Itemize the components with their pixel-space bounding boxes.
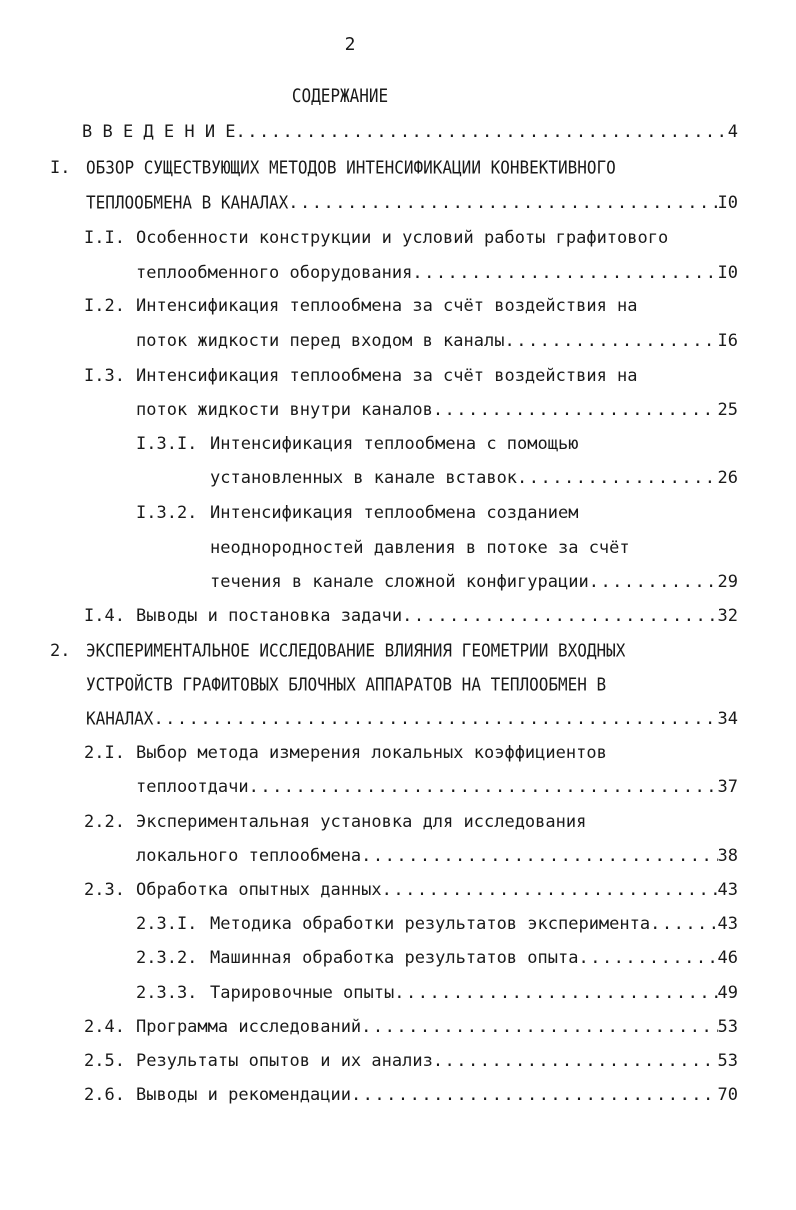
toc-entry-number: I.I. — [84, 228, 125, 248]
toc-entry-title: Интенсификация теплообмена за счёт воздействия на — [136, 296, 638, 316]
toc-entry-title: поток жидкости внутри каналов — [136, 400, 433, 420]
toc-entry-2-4 — [136, 1015, 738, 1039]
toc-entry-title: Тарировочные опыты — [210, 983, 395, 1003]
toc-entry-title: КАНАЛАХ — [86, 708, 154, 729]
toc-entry-title: Экспериментальная установка для исследования — [136, 812, 587, 832]
toc-entry-title: Обработка опытных данных — [136, 880, 382, 900]
toc-entry-2-1 — [136, 775, 738, 799]
toc-page-number: 29 — [717, 572, 738, 592]
toc-entry-intro — [82, 120, 738, 144]
toc-entry-title: течения в канале сложной конфигурации — [210, 572, 589, 592]
toc-entry-2-3-2 — [210, 946, 738, 970]
toc-page-number: 53 — [717, 1051, 738, 1071]
toc-page-number: 38 — [717, 846, 738, 866]
toc-entry-title: Результаты опытов и их анализ — [136, 1051, 433, 1071]
toc-leader-dots — [517, 466, 717, 490]
toc-entry-number: 2. — [50, 641, 71, 661]
toc-entry-1-1 — [136, 261, 738, 285]
toc-leader-dots — [394, 981, 717, 1005]
toc-page-number: 43 — [717, 914, 738, 934]
toc-entry-1-4 — [136, 604, 738, 628]
toc-page-number: 32 — [717, 606, 738, 626]
toc-entry-title: теплообменного оборудования — [136, 263, 413, 283]
toc-page-number: 49 — [717, 983, 738, 1003]
toc-entry-number: 2.2. — [84, 812, 125, 832]
toc-page-number: 37 — [717, 777, 738, 797]
toc-leader-dots — [650, 912, 717, 936]
toc-leader-dots — [382, 878, 718, 902]
toc-page-number: I0 — [717, 193, 738, 213]
toc-entry-number: 2.3.2. — [136, 948, 198, 968]
toc-entry-title: Выводы и постановка задачи — [136, 606, 403, 626]
toc-entry-1-2 — [136, 329, 738, 353]
toc-entry-title: теплоотдачи — [136, 777, 249, 797]
toc-leader-dots — [288, 191, 717, 215]
toc-leader-dots — [504, 329, 717, 353]
toc-entry-title: В В Е Д Е Н И Е — [82, 122, 236, 142]
toc-page-number: I6 — [717, 331, 738, 351]
toc-entry-1-3-1 — [210, 466, 738, 490]
toc-entry-number: 2.I. — [84, 743, 125, 763]
toc-entry-number: I.2. — [84, 296, 125, 316]
toc-leader-dots — [433, 398, 718, 422]
toc-page-number: I0 — [717, 263, 738, 283]
toc-entry-title: Машинная обработка результатов опыта — [210, 948, 579, 968]
page-title: СОДЕРЖАНИЕ — [291, 84, 389, 107]
toc-entry-2-3-1 — [210, 912, 738, 936]
toc-page-number: 70 — [717, 1085, 738, 1105]
toc-entry-number: I.4. — [84, 606, 125, 626]
toc-leader-dots — [412, 261, 717, 285]
toc-entry-2-3-3 — [210, 981, 738, 1005]
toc-entry-chapter-1 — [86, 191, 738, 215]
toc-entry-title: Выбор метода измерения локальных коэффициентов — [136, 743, 607, 763]
toc-leader-dots — [578, 946, 717, 970]
toc-entry-title: ОБЗОР СУЩЕСТВУЮЩИХ МЕТОДОВ ИНТЕНСИФИКАЦИИ КОНВЕКТИВНОГО — [86, 157, 616, 178]
toc-page-number: 43 — [717, 880, 738, 900]
toc-entry-number: I.3.I. — [136, 434, 198, 454]
toc-entry-title: Особенности конструкции и условий работы графитового — [136, 228, 669, 248]
toc-leader-dots — [361, 844, 717, 868]
toc-entry-number: I.3. — [84, 366, 125, 386]
toc-entry-2-2 — [136, 844, 738, 868]
toc-entry-title: установленных в канале вставок — [210, 468, 518, 488]
toc-page-number: 53 — [717, 1017, 738, 1037]
toc-leader-dots — [361, 1015, 717, 1039]
toc-entry-number: 2.3.3. — [136, 983, 198, 1003]
toc-entry-2-6 — [136, 1083, 738, 1107]
toc-leader-dots — [433, 1049, 718, 1073]
toc-page-number: 4 — [727, 122, 738, 142]
toc-entry-title: локального теплообмена — [136, 846, 362, 866]
toc-entry-title: УСТРОЙСТВ ГРАФИТОВЫХ БЛОЧНЫХ АППАРАТОВ НА ТЕПЛООБМЕН В — [86, 674, 607, 695]
toc-leader-dots — [402, 604, 717, 628]
toc-entry-title: ЭКСПЕРИМЕНТАЛЬНОЕ ИССЛЕДОВАНИЕ ВЛИЯНИЯ ГЕОМЕТРИИ ВХОДНЫХ — [86, 640, 626, 661]
toc-entry-number: 2.3. — [84, 880, 125, 900]
toc-entry-title: неоднородностей давления в потоке за счёт — [210, 538, 630, 558]
toc-entry-2-3 — [136, 878, 738, 902]
toc-entry-title: Программа исследований — [136, 1017, 362, 1037]
toc-entry-title: поток жидкости перед входом в каналы — [136, 331, 505, 351]
page-number: 2 — [344, 34, 356, 55]
toc-entry-number: I.3.2. — [136, 503, 198, 523]
toc-entry-title: ТЕПЛООБМЕНА В КАНАЛАХ — [86, 192, 289, 213]
toc-entry-number: 2.4. — [84, 1017, 125, 1037]
toc-leader-dots — [249, 775, 718, 799]
toc-entry-number: 2.3.I. — [136, 914, 198, 934]
toc-entry-1-3 — [136, 398, 738, 422]
toc-page-number: 25 — [717, 400, 738, 420]
toc-entry-title: Интенсификация теплообмена созданием — [210, 503, 579, 523]
toc-entry-title: Интенсификация теплообмена с помощью — [210, 434, 579, 454]
toc-entry-number: 2.6. — [84, 1085, 125, 1105]
toc-entry-number: I. — [50, 158, 71, 178]
toc-page-number: 46 — [717, 948, 738, 968]
toc-leader-dots — [236, 120, 728, 144]
toc-entry-2-5 — [136, 1049, 738, 1073]
toc-entry-1-3-2 — [210, 570, 738, 594]
toc-leader-dots — [153, 707, 717, 731]
toc-entry-chapter-2 — [86, 707, 738, 731]
toc-entry-title: Интенсификация теплообмена за счёт воздействия на — [136, 366, 638, 386]
toc-page-number: 26 — [717, 468, 738, 488]
toc-leader-dots — [589, 570, 718, 594]
toc-entry-number: 2.5. — [84, 1051, 125, 1071]
toc-entry-title: Выводы и рекомендации — [136, 1085, 351, 1105]
toc-entry-title: Методика обработки результатов эксперимента — [210, 914, 651, 934]
toc-page-number: 34 — [717, 709, 738, 729]
toc-leader-dots — [351, 1083, 718, 1107]
